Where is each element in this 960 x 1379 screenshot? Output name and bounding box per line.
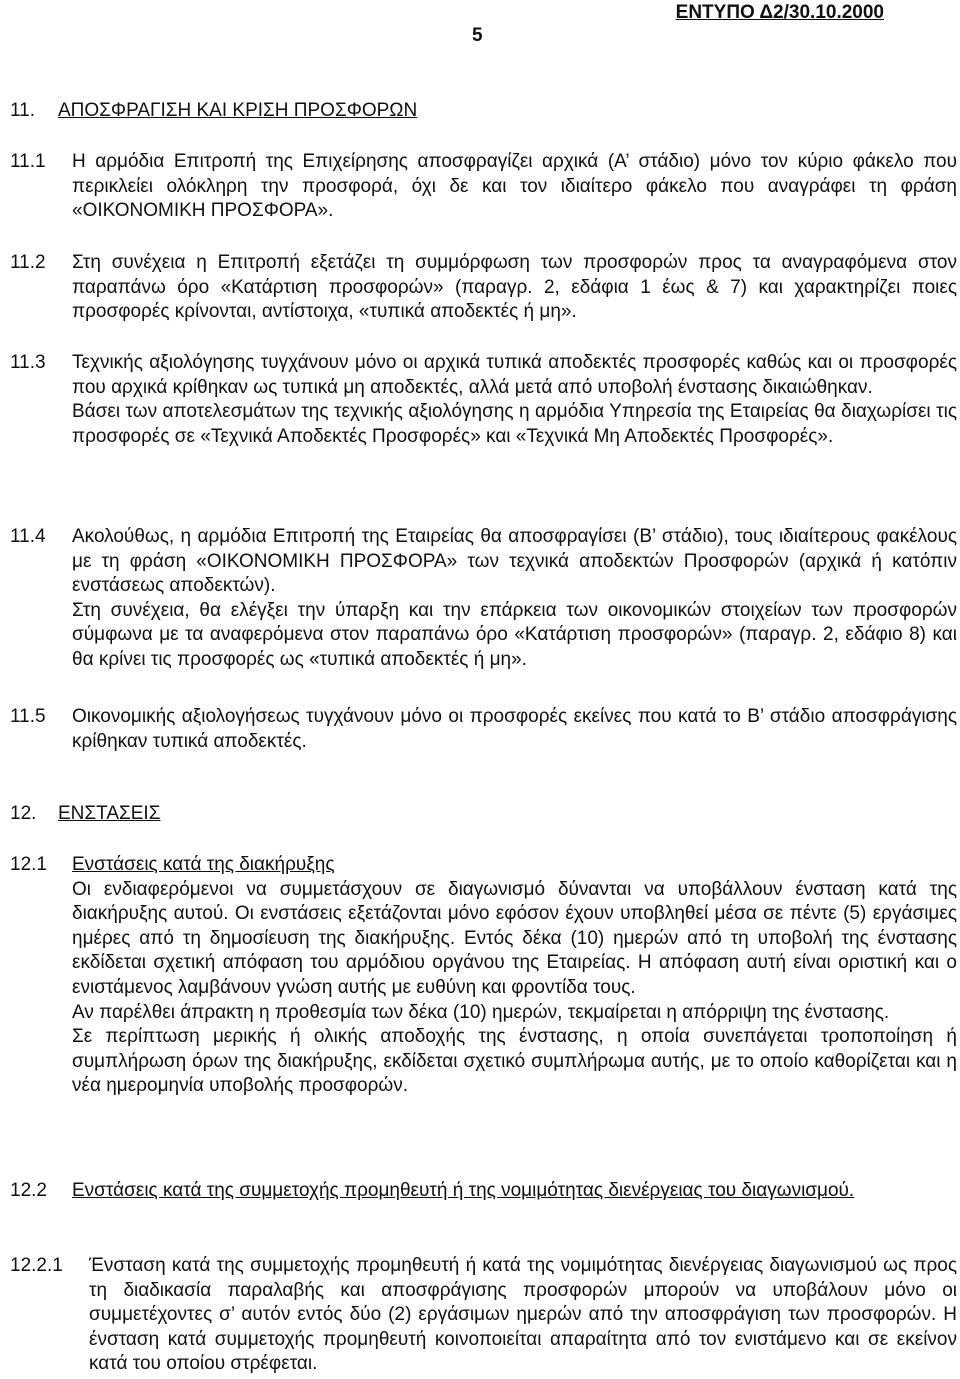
section-title: ΕΝΣΤΑΣΕΙΣ [58, 803, 161, 824]
paragraph: Η αρμόδια Επιτροπή της Επιχείρησης αποσφραγίζει αρχικά (Α’ στάδιο) μόνο τον κύριο φάκελο που περικλείει ολόκληρη την προσφορά, όχι δε και τον ιδιαίτερο φάκελο που αναγράφει τη φράση «ΟΙΚΟΝΟΜΙΚΗ ΠΡΟΣΦΟΡΑ». [72, 151, 957, 222]
page-number: 5 [472, 25, 483, 46]
paragraph: Οικονομικής αξιολογήσεως τυγχάνουν μόνο οι προσφορές εκείνες που κατά το Β’ στάδιο αποσφράγισης κρίθηκαν τυπικά αποδεκτές. [72, 706, 957, 752]
clause-12-2-1 [10, 1254, 957, 1377]
clause-number: 12.2.1 [10, 1255, 63, 1276]
clause-number: 12.1 [10, 854, 47, 875]
section-title: ΑΠΟΣΦΡΑΓΙΣΗ ΚΑΙ ΚΡΙΣΗ ΠΡΟΣΦΟΡΩΝ [58, 100, 418, 121]
paragraph: Στη συνέχεια η Επιτροπή εξετάζει τη συμμόρφωση των προσφορών προς τα αναγραφόμενα στον παραπάνω όρο «Κατάρτιση προσφορών» (παραγρ. 2, εδάφια 1 έως & 7) και χαρακτηρίζει ποιες προσφορές κρίνονται, αντίστοιχα, «τυπικά αποδεκτές ή μη». [72, 252, 957, 323]
clause-11-4 [10, 525, 957, 673]
clause-12-2 [10, 1179, 957, 1204]
paragraph: Σε περίπτωση μερικής ή ολικής αποδοχής της ένστασης, η οποία συνεπάγεται τροποποίηση ή συμπλήρωση όρων της διακήρυξης, εκδίδεται σχετικό συμπλήρωμα αυτής, με το οποίο καθορίζεται και η νέα ημερομηνία υποβολής προσφορών. [72, 1026, 957, 1097]
paragraph: Ένσταση κατά της συμμετοχής προμηθευτή ή κατά της νομιμότητας διενέργειας διαγωνισμού ως προς τη διαδικασία παραλαβής και αποσφράγισης προσφορών μπορούν να υποβάλουν μόνο οι συμμετέχοντες σ’ αυτόν εντός δύο (2) εργάσιμων ημερών από την αποσφράγιση των προσφορών. Η ένσταση κατά συμμετοχής προμηθευτή κοινοποιείται απαραίτητα από τον ενιστάμενο και σε εκείνον κατά του οποίου στρέφεται. [89, 1255, 957, 1375]
clause-11-3 [10, 351, 957, 449]
clause-subtitle: Ενστάσεις κατά της συμμετοχής προμηθευτή ή της νομιμότητας διενέργειας του διαγωνισμού. [72, 1180, 855, 1201]
clause-number: 12.2 [10, 1180, 47, 1201]
paragraph: Οι ενδιαφερόμενοι να συμμετάσχουν σε διαγωνισμό δύνανται να υποβάλλουν ένσταση κατά της διακήρυξης αυτού. Οι ενστάσεις εξετάζονται μόνο εφόσον έχουν υποβληθεί μέσα σε πέντε (5) εργάσιμες ημέρες από τη δημοσίευση της διακήρυξης. Εντός δέκα (10) ημερών από τη υποβολή της ένστασης εκδίδεται σχετική απόφαση του αρμόδιου οργάνου της Εταιρείας. Η απόφαση αυτή είναι οριστική και ο ενιστάμενος λαμβάνουν γνώση αυτής με ευθύνη και φροντίδα τους. [72, 878, 957, 998]
section-12-heading [10, 802, 160, 826]
clause-12-1 [10, 853, 957, 1099]
section-number: 12. [10, 803, 37, 824]
paragraph: Στη συνέχεια, θα ελέγξει την ύπαρξη και την επάρκεια των οικονομικών στοιχείων των προσφορών σύμφωνα με τα αναφερόμενα στον παραπάνω όρο «Κατάρτιση προσφορών» (παραγρ. 2, εδάφιο 8) και θα κρίνει τις προσφορές ως «τυπικά αποδεκτές ή μη». [72, 599, 957, 670]
paragraph: Αν παρέλθει άπρακτη η προθεσμία των δέκα (10) ημερών, τεκμαίρεται η απόρριψη της ένστασης. [72, 1001, 890, 1023]
clause-11-5 [10, 705, 957, 754]
clause-number: 11.5 [10, 706, 46, 727]
paragraph: Ακολούθως, η αρμόδια Επιτροπή της Εταιρείας θα αποσφραγίσει (Β’ στάδιο), τους ιδιαίτερους φακέλους με τη φράση «ΟΙΚΟΝΟΜΙΚΗ ΠΡΟΣΦΟΡΑ» των τεχνικά αποδεκτών Προσφορών (αρχικά ή κατόπιν ενστάσεως αποδεκτών). [72, 526, 957, 597]
form-reference: ΕΝΤΥΠΟ Δ2/30.10.2000 [675, 2, 884, 23]
section-number: 11. [10, 100, 36, 121]
paragraph: Τεχνικής αξιολόγησης τυγχάνουν μόνο οι αρχικά τυπικά αποδεκτές προσφορές καθώς και οι προσφορές που αρχικά κρίθηκαν ως τυπικά μη αποδεκτές, αλλά μετά από υποβολή ένστασης δικαιώθηκαν. [72, 352, 957, 398]
clause-11-1 [10, 150, 957, 224]
clause-number: 11.3 [10, 352, 46, 373]
section-11-heading [10, 99, 417, 123]
clause-subtitle: Ενστάσεις κατά της διακήρυξης [72, 854, 335, 875]
clause-11-2 [10, 251, 957, 325]
clause-number: 11.1 [10, 151, 46, 172]
clause-number: 11.2 [10, 252, 46, 273]
clause-number: 11.4 [10, 526, 46, 547]
paragraph: Βάσει των αποτελεσμάτων της τεχνικής αξιολόγησης η αρμόδια Υπηρεσία της Εταιρείας θα διαχωρίσει τις προσφορές σε «Τεχνικά Αποδεκτές Προσφορές» και «Τεχνικά Μη Αποδεκτές Προσφορές». [72, 401, 957, 447]
